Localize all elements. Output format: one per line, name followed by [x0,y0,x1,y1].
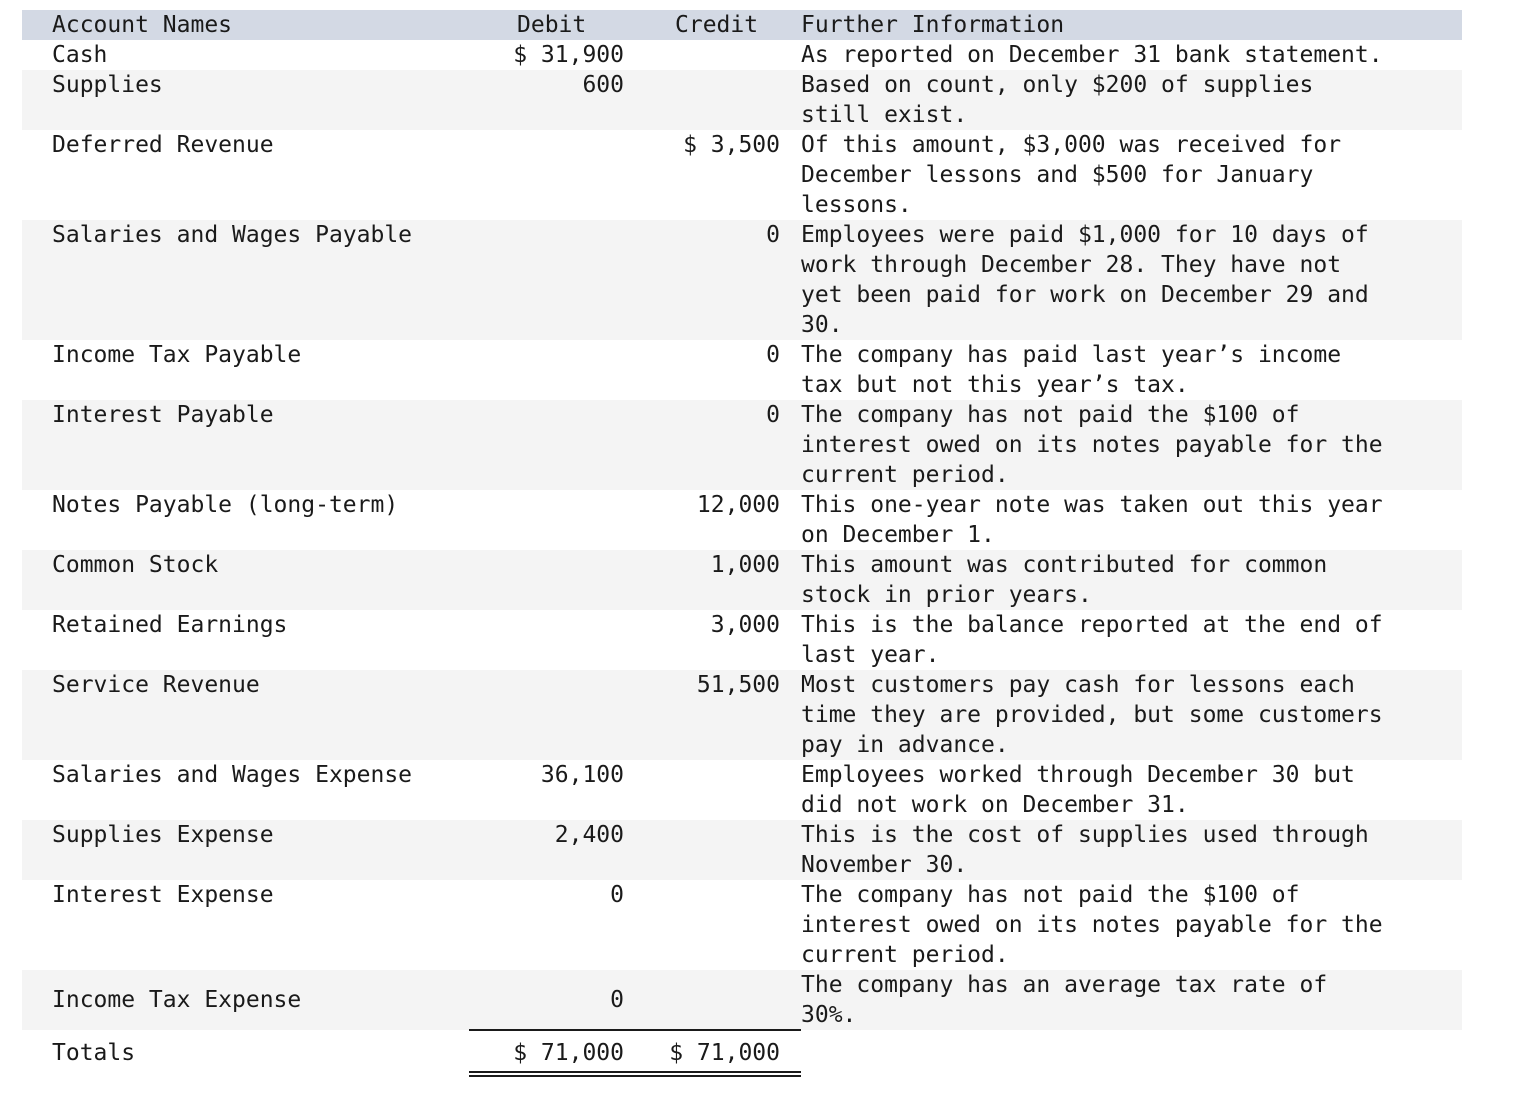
credit-amount: 12,000 [696,492,780,518]
table-row [22,70,1462,130]
info-line: This is the balance reported at the end of [801,612,1383,638]
info-line: This is the cost of supplies used through [801,822,1369,848]
table-row [22,220,1462,340]
table-row [22,130,1462,220]
totals-double-rule-lower [469,1075,801,1077]
info-line: interest owed on its notes payable for the [801,432,1383,458]
info-line: 30%. [801,1002,857,1028]
info-line: This amount was contributed for common [801,552,1328,578]
account-name: Retained Earnings [52,612,288,638]
info-line: did not work on December 31. [801,792,1189,818]
account-name: Income Tax Payable [52,342,302,368]
header-credit: Credit [675,12,759,38]
table-row [22,880,1462,970]
table-row [22,970,1462,1030]
debit-amount: 600 [582,72,624,98]
account-name: Service Revenue [52,672,260,698]
info-line: time they are provided, but some customers [801,702,1383,728]
info-line: Employees worked through December 30 but [801,762,1355,788]
table-row [22,820,1462,880]
account-name: Interest Payable [52,402,274,428]
credit-amount: 3,000 [710,612,780,638]
info-line: interest owed on its notes payable for the [801,912,1383,938]
further-information [801,70,1462,130]
info-line: pay in advance. [801,732,1009,758]
header-debit: Debit [517,12,587,38]
info-line: The company has not paid the $100 of [801,402,1300,428]
debit-amount: $ 31,900 [513,42,624,68]
info-line: current period. [801,462,1009,488]
debit-amount: 0 [610,882,624,908]
totals-row [22,1030,1462,1074]
further-information [801,340,1462,400]
info-line: on December 1. [801,522,995,548]
further-information [801,880,1462,970]
info-line: tax but not this year’s tax. [801,372,1189,398]
info-line: Of this amount, $3,000 was received for [801,132,1342,158]
table-row [22,550,1462,610]
account-name: Salaries and Wages Expense [52,762,413,788]
credit-amount: 1,000 [710,552,780,578]
info-line: November 30. [801,852,968,878]
account-name: Salaries and Wages Payable [52,222,413,248]
account-name: Deferred Revenue [52,132,274,158]
further-information [801,40,1462,70]
further-information [801,220,1462,340]
table-row [22,610,1462,670]
info-line: The company has paid last year’s income [801,342,1342,368]
account-name: Supplies Expense [52,822,274,848]
info-line: December lessons and $500 for January [801,162,1314,188]
further-information [801,670,1462,760]
table-row [22,40,1462,70]
further-information [801,400,1462,490]
account-name: Income Tax Expense [52,987,302,1013]
further-information [801,760,1462,820]
account-name: Cash [52,42,108,68]
credit-amount: 0 [766,222,780,248]
account-name: Common Stock [52,552,219,578]
credit-amount: $ 3,500 [683,132,780,158]
credit-amount: 0 [766,342,780,368]
info-line: lessons. [801,192,912,218]
info-line: This one-year note was taken out this year [801,492,1383,518]
totals-top-rule [469,1029,801,1031]
account-name: Notes Payable (long-term) [52,492,399,518]
info-line: The company has an average tax rate of [801,972,1328,998]
trial-balance-table [22,10,1462,1074]
info-line: The company has not paid the $100 of [801,882,1300,908]
totals-double-rule-upper [469,1071,801,1073]
table-row [22,760,1462,820]
info-line: Based on count, only $200 of supplies [801,72,1314,98]
info-line: Most customers pay cash for lessons each [801,672,1355,698]
header-further-information: Further Information [801,12,1065,38]
info-line: yet been paid for work on December 29 and [801,282,1369,308]
further-information [801,490,1462,550]
debit-amount: 36,100 [540,762,624,788]
account-name: Supplies [52,72,163,98]
table-body [22,40,1462,1030]
info-line: stock in prior years. [801,582,1092,608]
further-information [801,130,1462,220]
account-name: Interest Expense [52,882,274,908]
credit-amount: 51,500 [696,672,780,698]
table-row [22,490,1462,550]
totals-debit: $ 71,000 [513,1040,624,1066]
totals-label: Totals [52,1040,136,1066]
info-line: work through December 28. They have not [801,252,1342,278]
info-line: 30. [801,312,843,338]
further-information [801,550,1462,610]
info-line: last year. [801,642,940,668]
info-line: current period. [801,942,1009,968]
further-information [801,970,1462,1030]
debit-amount: 2,400 [554,822,624,848]
credit-amount: 0 [766,402,780,428]
table-row [22,670,1462,760]
further-information [801,610,1462,670]
totals-credit: $ 71,000 [669,1040,780,1066]
info-line: still exist. [801,102,968,128]
info-line: Employees were paid $1,000 for 10 days of [801,222,1369,248]
table-header [22,10,1462,40]
debit-amount: 0 [610,987,624,1013]
info-line: As reported on December 31 bank statement. [801,42,1383,68]
table-row [22,400,1462,490]
header-account-names: Account Names [52,12,233,38]
further-information [801,820,1462,880]
table-row [22,340,1462,400]
